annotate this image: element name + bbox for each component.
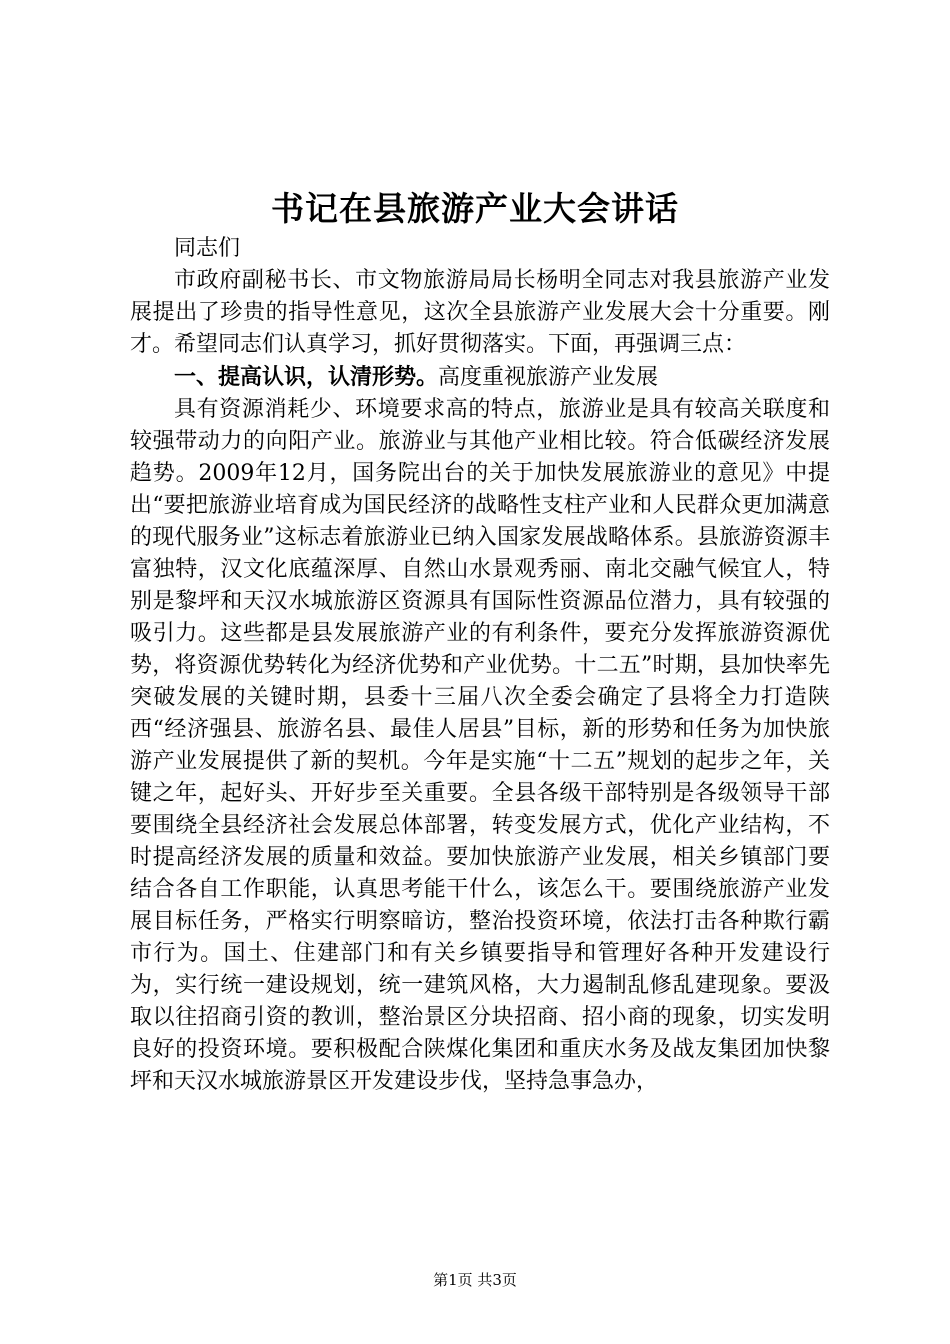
document-body <box>130 233 830 1098</box>
paragraph-intro: 市政府副秘书长、市文物旅游局局长杨明全同志对我县旅游产业发展提出了珍贵的指导性意见，这次全县旅游产业发展大会十分重要。刚才。希望同志们认真学习，抓好贯彻落实。下面，再强调三点： <box>130 268 830 357</box>
section-heading-rest: 高度重视旅游产业发展 <box>438 365 659 390</box>
section-heading <box>130 361 830 394</box>
section-heading-bold: 一、提高认识，认清形势。 <box>174 364 439 390</box>
paragraph-body: 具有资源消耗少、环境要求高的特点，旅游业是具有较高关联度和较强带动力的向阳产业。旅游业与其他产业相比较。符合低碳经济发展趋势。2009年12月，国务院出台的关于加快发展旅游业的意见》中提出“要把旅游业培育成为国民经济的战略性支柱产业和人民群众更加满意的现代服务业”这标志着旅游业已纳入国家发展战略体系。县旅游资源丰富独特，汉文化底蕴深厚、自然山水景观秀丽、南北交融气候宜人，特别是黎坪和天汉水城旅游区资源具有国际性资源品位潜力，具有较强的吸引力。这些都是县发展旅游产业的有利条件，要充分发挥旅游资源优势，将资源优势转化为经济优势和产业优势。十二五”时期，县加快率先突破发展的关键时期，县委十三届八次全委会确定了县将全力打造陕西“经济强县、旅游名县、最佳人居县”目标，新的形势和任务为加快旅游产业发展提供了新的契机。今年是实施“十二五”规划的起步之年，关键之年，起好头、开好步至关重要。全县各级干部特别是各级领导干部要围绕全县经济社会发展总体部署，转变发展方式，优化产业结构，不时提高经济发展的质量和效益。要加快旅游产业发展，相关乡镇部门要结合各自工作职能，认真思考能干什么，该怎么干。要围绕旅游产业发展目标任务，严格实行明察暗访，整治投资环境，依法打击各种欺行霸市行为。国土、住建部门和有关乡镇要指导和管理好各种开发建设行为，实行统一建设规划，统一建筑风格，大力遏制乱修乱建现象。要汲取以往招商引资的教训，整治景区分块招商、招小商的现象，切实发明良好的投资环境。要积极配合陕煤化集团和重庆水务及战友集团加快黎坪和天汉水城旅游景区开发建设步伐，坚持急事急办， <box>130 397 830 1094</box>
page-footer: 第1页 共3页 <box>433 1271 517 1289</box>
salutation: 同志们 <box>174 236 241 261</box>
document-title: 书记在县旅游产业大会讲话 <box>271 189 679 228</box>
